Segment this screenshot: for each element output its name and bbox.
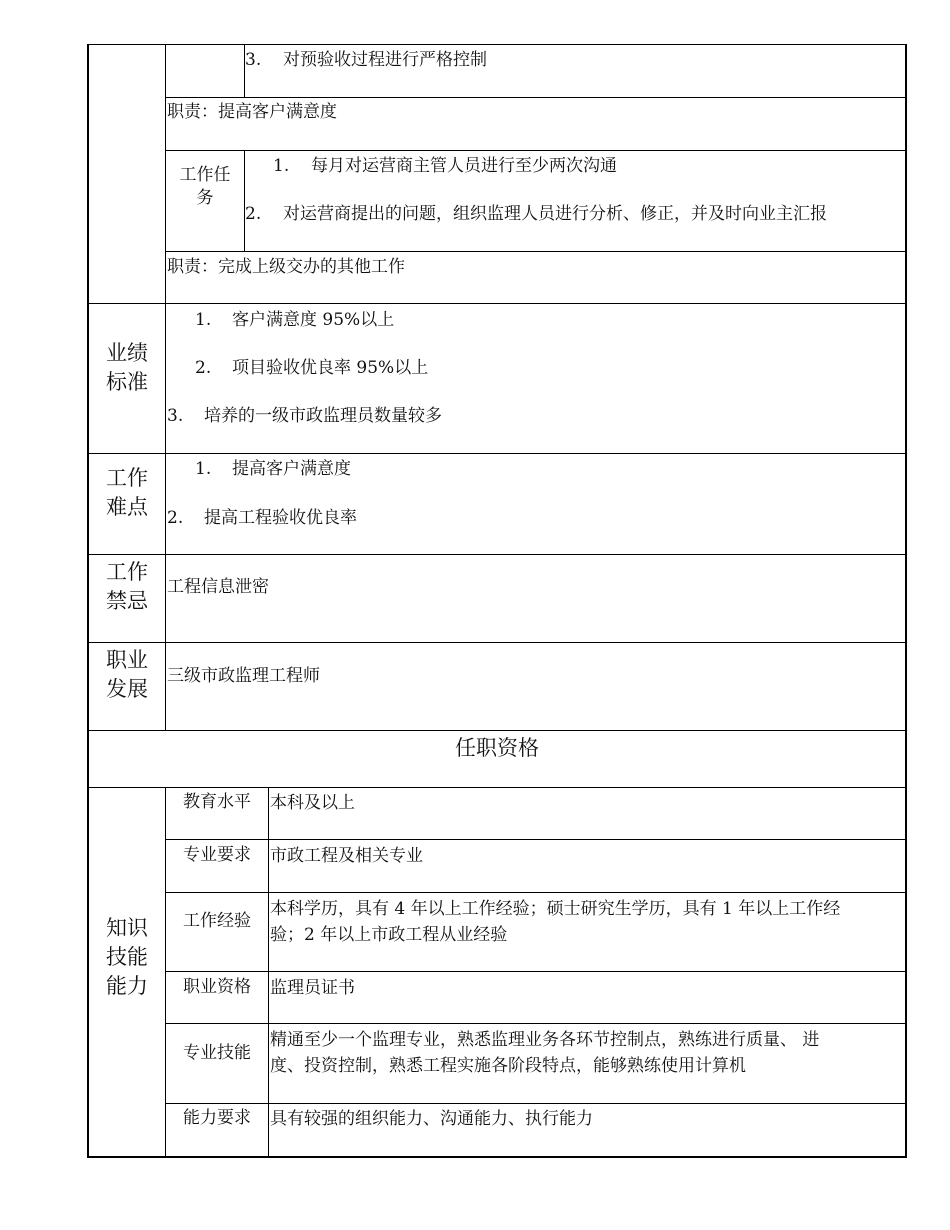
item-text: 对预验收过程进行严格控制 [283,50,487,70]
qualification-row-label: 工作经验 [183,911,251,931]
qualification-row-value: 市政工程及相关专业 [270,846,423,866]
qualification-row-value: 监理员证书 [270,978,355,998]
qualification-group-label: 知识 技能 能力 [106,916,148,998]
qualification-header: 任职资格 [455,736,539,760]
task-item-text: 每月对运营商主管人员进行至少两次沟通 [311,156,617,176]
performance-label: 业绩 标准 [106,341,148,394]
qualification-row-value-line: 度、投资控制，熟悉工程实施各阶段特点，能够熟练使用计算机 [270,1056,746,1076]
taboo-label: 工作 禁忌 [106,560,148,613]
qualification-row-value: 本科及以上 [270,793,355,813]
qualification-row-value: 具有较强的组织能力、沟通能力、执行能力 [270,1109,593,1129]
qualification-row-value-line: 验；2 年以上市政工程从业经验 [270,925,508,945]
qualification-row-label: 专业技能 [183,1043,251,1063]
qualification-row-label: 职业资格 [183,977,251,997]
duty-title: 职责：提高客户满意度 [167,102,337,122]
task-item-number: 1. [273,156,290,176]
task-item-number: 2. [245,204,262,224]
career-label: 职业 发展 [106,648,148,701]
taboo-text: 工程信息泄密 [167,577,269,597]
qualification-row-value-line: 本科学历，具有 4 年以上工作经验；硕士研究生学历，具有 1 年以上工作经 [270,899,841,919]
duty-title: 职责：完成上级交办的其他工作 [167,257,405,277]
qualification-row-value-line: 精通至少一个监理专业，熟悉监理业务各环节控制点，熟练进行质量、 进 [270,1030,820,1050]
task-item-text: 对运营商提出的问题，组织监理人员进行分析、修正，并及时向业主汇报 [283,204,827,224]
qualification-row-label: 专业要求 [183,845,251,865]
item-number: 3. [245,50,262,70]
task-label: 工作任务 [179,165,231,208]
qualification-row-label: 教育水平 [183,792,251,812]
difficulty-label: 工作 难点 [106,466,148,519]
qualification-row-label: 能力要求 [183,1108,251,1128]
career-text: 三级市政监理工程师 [167,666,320,686]
